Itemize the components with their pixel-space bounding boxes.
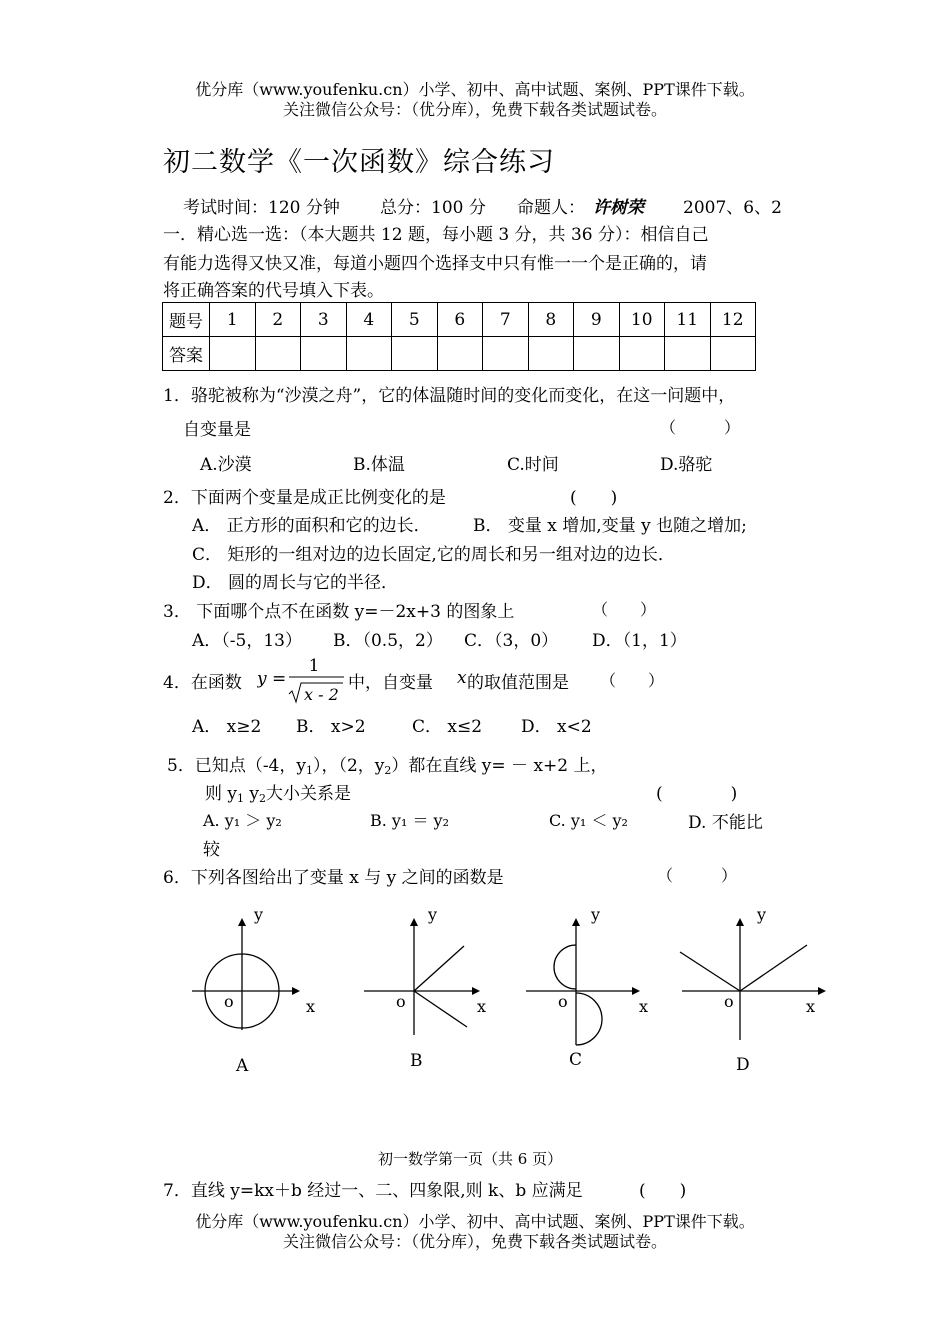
q2-option-c: C． 矩形的一组对边的边长固定,它的周长和另一组对边的边长． bbox=[192, 545, 675, 565]
q4-option-a: A． x≥2 bbox=[192, 717, 262, 737]
q4-formula bbox=[257, 656, 347, 706]
page-number: 初一数学第一页（共 6 页） bbox=[378, 1150, 563, 1168]
q3-option-d: D．（1，1） bbox=[592, 631, 687, 651]
answer-cell[interactable] bbox=[665, 337, 711, 371]
q4-stem-pre: 4．在函数 bbox=[163, 673, 242, 693]
col-number: 7 bbox=[483, 303, 529, 337]
graph-c-label: C bbox=[569, 1050, 583, 1070]
q5-option-b: B. y₁ ＝ y₂ bbox=[370, 811, 450, 830]
q5-line2-sub-1: 1 bbox=[237, 792, 245, 805]
graph-c-left-arc bbox=[554, 945, 576, 989]
col-number: 6 bbox=[437, 303, 483, 337]
graph-b-y-label: y bbox=[428, 905, 438, 924]
q5-line2-post: 大小关系是 bbox=[266, 784, 352, 804]
graph-d-left-ray bbox=[680, 952, 740, 991]
q6-answer-paren: （ ） bbox=[657, 866, 738, 885]
graph-b-ray-up bbox=[414, 946, 464, 991]
q3-stem: 3． 下面哪个点不在函数 y=－2x+3 的图象上 bbox=[163, 602, 515, 622]
col-number: 3 bbox=[301, 303, 347, 337]
section1-line-1: 一．精心选一选：（本大题共 12 题，每小题 3 分，共 36 分）：相信自己 bbox=[163, 225, 709, 245]
graph-b bbox=[364, 905, 486, 1071]
graph-a bbox=[192, 905, 315, 1076]
q2-option-b: B． 变量 x 增加,变量 y 也随之增加; bbox=[473, 516, 747, 536]
q5-stem-pre: 5．已知点（-4，y bbox=[167, 756, 306, 776]
q5-option-d-cont: 较 bbox=[203, 840, 220, 860]
col-number: 8 bbox=[528, 303, 574, 337]
header-line-2: 关注微信公众号：（优分库），免费下载各类试题试卷。 bbox=[282, 100, 667, 119]
answer-table bbox=[162, 302, 756, 371]
q5-line2-mid: y bbox=[244, 784, 260, 804]
answer-cell[interactable] bbox=[619, 337, 665, 371]
answer-cell[interactable] bbox=[255, 337, 301, 371]
row-label-number: 题号 bbox=[163, 303, 210, 337]
col-number: 2 bbox=[255, 303, 301, 337]
col-number: 12 bbox=[710, 303, 756, 337]
graph-b-label: B bbox=[410, 1051, 423, 1071]
header-line-1: 优分库（www.youfenku.cn）小学、初中、高中试题、案例、PPT课件下载。 bbox=[195, 80, 755, 99]
graph-d-origin-label: o bbox=[724, 992, 734, 1011]
graph-c-origin-label: o bbox=[558, 992, 568, 1011]
q4-formula-numerator: 1 bbox=[308, 656, 320, 676]
q4-formula-lhs: y = bbox=[257, 669, 287, 689]
q6-graphs bbox=[0, 890, 950, 1090]
author-name: 许树荣 bbox=[593, 198, 644, 218]
col-number: 9 bbox=[574, 303, 620, 337]
q4-option-d: D． x<2 bbox=[521, 717, 592, 737]
q7-stem: 7．直线 y=kx＋b 经过一、二、四象限,则 k、b 应满足 bbox=[163, 1181, 583, 1201]
q4-stem-post-2: 的取值范围是 bbox=[467, 673, 569, 693]
answer-table-number-row bbox=[163, 303, 756, 337]
answer-cell[interactable] bbox=[346, 337, 392, 371]
q5-stem bbox=[167, 751, 608, 777]
q4-option-c: C． x≤2 bbox=[412, 717, 483, 737]
row-label-answer: 答案 bbox=[163, 337, 210, 371]
footer-line-1: 优分库（www.youfenku.cn）小学、初中、高中试题、案例、PPT课件下载。 bbox=[195, 1212, 755, 1231]
q4-formula-denominator: x - 2 bbox=[304, 685, 339, 704]
q2-stem: 2．下面两个变量是成正比例变化的是 bbox=[163, 488, 446, 508]
col-number: 5 bbox=[392, 303, 438, 337]
q4-option-b: B． x>2 bbox=[296, 717, 366, 737]
q5-sub-1: 1 bbox=[305, 764, 313, 777]
q7-answer-paren: ( ) bbox=[639, 1181, 687, 1201]
q1-stem: 1．骆驼被称为“沙漠之舟”，它的体温随时间的变化而变化，在这一问题中， bbox=[163, 386, 736, 406]
q3-option-a: A．（-5，13） bbox=[192, 631, 302, 651]
graph-c-x-label: x bbox=[639, 997, 649, 1016]
answer-cell[interactable] bbox=[210, 337, 256, 371]
section1-line-3: 将正确答案的代号填入下表。 bbox=[163, 281, 384, 301]
q1-answer-paren: （ ） bbox=[660, 418, 741, 437]
q5-stem-post: ）都在直线 y= － x+2 上， bbox=[391, 756, 608, 776]
answer-cell[interactable] bbox=[528, 337, 574, 371]
answer-cell[interactable] bbox=[437, 337, 483, 371]
q3-option-b: B．（0.5，2） bbox=[333, 631, 443, 651]
q4-stem-post: 中，自变量 bbox=[348, 673, 433, 693]
q4-variable: x bbox=[457, 668, 467, 688]
author-label: 命题人： bbox=[517, 198, 585, 218]
exam-time: 考试时间：120 分钟 bbox=[183, 198, 340, 218]
q1-stem-2: 自变量是 bbox=[183, 420, 251, 440]
q5-option-d: D. 不能比 bbox=[688, 813, 763, 833]
q2-option-a: A． 正方形的面积和它的边长． bbox=[192, 516, 431, 536]
q4-answer-paren: （ ） bbox=[600, 671, 665, 690]
q3-answer-paren: （ ） bbox=[592, 600, 657, 619]
q1-option-b: B.体温 bbox=[353, 455, 405, 475]
q1-option-a: A.沙漠 bbox=[200, 455, 252, 475]
col-number: 11 bbox=[665, 303, 711, 337]
col-number: 1 bbox=[210, 303, 256, 337]
col-number: 4 bbox=[346, 303, 392, 337]
q5-line2-sub-2: 2 bbox=[259, 792, 267, 805]
graph-d-y-label: y bbox=[757, 905, 767, 924]
q5-sub-2: 2 bbox=[384, 764, 392, 777]
q6-stem: 6．下列各图给出了变量 x 与 y 之间的函数是 bbox=[163, 868, 504, 888]
graph-c bbox=[526, 905, 648, 1070]
graph-d-x-label: x bbox=[806, 997, 816, 1016]
q2-answer-paren: ( ) bbox=[570, 488, 618, 508]
q5-option-a: A. y₁ ＞ y₂ bbox=[203, 811, 282, 830]
q5-stem-mid: ），（2，y bbox=[312, 756, 385, 776]
graph-a-origin-label: o bbox=[224, 992, 234, 1011]
section1-line-2: 有能力选得又快又准，每道小题四个选择支中只有惟一一个是正确的，请 bbox=[163, 254, 707, 274]
page-title: 初二数学《一次函数》综合练习 bbox=[163, 147, 555, 178]
graph-b-origin-label: o bbox=[396, 992, 406, 1011]
graph-b-x-label: x bbox=[477, 997, 487, 1016]
q5-option-c: C. y₁ ＜ y₂ bbox=[549, 811, 628, 830]
answer-cell[interactable] bbox=[710, 337, 756, 371]
total-score: 总分：100 分 bbox=[380, 198, 486, 218]
graph-c-y-label: y bbox=[591, 905, 601, 924]
q5-line-2 bbox=[205, 779, 351, 805]
answer-cell[interactable] bbox=[392, 337, 438, 371]
graph-d-label: D bbox=[736, 1055, 750, 1075]
q3-option-c: C．（3，0） bbox=[464, 631, 559, 651]
q1-option-d: D.骆驼 bbox=[660, 455, 713, 475]
answer-cell[interactable] bbox=[483, 337, 529, 371]
q2-option-d: D． 圆的周长与它的半径． bbox=[192, 573, 399, 593]
q5-answer-paren: ( ) bbox=[656, 784, 738, 804]
graph-a-label: A bbox=[236, 1056, 249, 1076]
footer-line-2: 关注微信公众号：（优分库），免费下载各类试题试卷。 bbox=[282, 1232, 667, 1251]
q1-option-c: C.时间 bbox=[507, 455, 559, 475]
graph-a-x-label: x bbox=[306, 997, 316, 1016]
graph-b-ray-down bbox=[414, 991, 467, 1027]
graph-d bbox=[680, 905, 824, 1075]
graph-d-right-ray bbox=[740, 945, 807, 991]
col-number: 10 bbox=[619, 303, 665, 337]
answer-cell[interactable] bbox=[574, 337, 620, 371]
q5-line2-pre: 则 y bbox=[205, 784, 238, 804]
answer-table-answer-row bbox=[163, 337, 756, 371]
graph-a-y-label: y bbox=[254, 905, 264, 924]
exam-date: 2007、6、2 bbox=[683, 198, 782, 218]
graph-c-right-arc bbox=[576, 993, 602, 1045]
answer-cell[interactable] bbox=[301, 337, 347, 371]
